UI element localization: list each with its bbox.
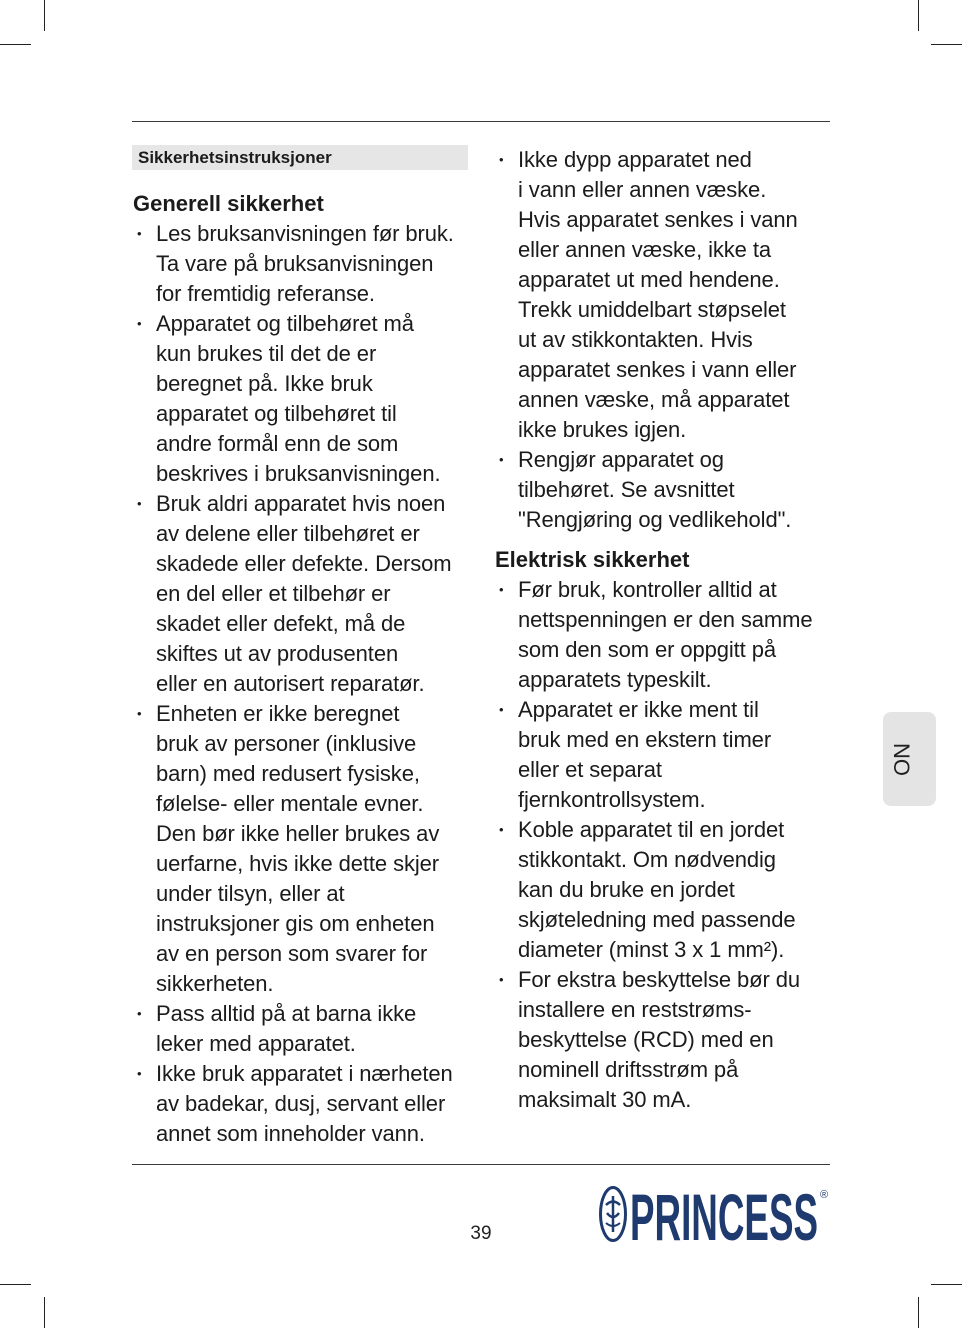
bullet-line: apparatets typeskilt. <box>518 667 712 692</box>
bullet-line: Trekk umiddelbart støpselet <box>518 297 786 322</box>
bullet-line: eller et separat <box>518 757 662 782</box>
bullet-line: apparatet senkes i vann eller <box>518 357 797 382</box>
bullet-line: Hvis apparatet senkes i vann <box>518 207 798 232</box>
bullet-line: Les bruksanvisningen før bruk. <box>156 221 454 246</box>
bullet-line: Ta vare på bruksanvisningen <box>156 251 434 276</box>
bullet-line: For ekstra beskyttelse bør du <box>518 967 800 992</box>
bullet-line: Før bruk, kontroller alltid at <box>518 577 777 602</box>
bullet-marker: • <box>137 706 142 721</box>
bullet-item <box>132 309 468 489</box>
bullet-line: beskyttelse (RCD) med en <box>518 1027 774 1052</box>
bullet-marker: • <box>137 316 142 331</box>
bullet-line: under tilsyn, eller at <box>156 881 345 906</box>
bullet-line: for fremtidig referanse. <box>156 281 375 306</box>
bullet-item <box>132 219 468 309</box>
bullet-line: Ikke dypp apparatet ned <box>518 147 752 172</box>
logo-wordmark: PRINCESS <box>630 1183 818 1245</box>
top-rule <box>132 121 830 122</box>
page-number: 39 <box>470 1223 492 1244</box>
bullet-line: av en person som svarer for <box>156 941 428 966</box>
bullet-line: eller annen væske, ikke ta <box>518 237 771 262</box>
general-safety-list-continued <box>494 145 830 535</box>
bullet-line: Koble apparatet til en jordet <box>518 817 785 842</box>
bullet-line: i vann eller annen væske. <box>518 177 767 202</box>
crop-mark-bottom-left-vertical <box>44 1297 45 1328</box>
bullet-line: en del eller et tilbehør er <box>156 581 391 606</box>
bullet-line: skadet eller defekt, må de <box>156 611 406 636</box>
princess-crest-icon <box>601 1188 626 1241</box>
bullet-line: beregnet på. Ikke bruk <box>156 371 373 396</box>
bullet-item <box>132 699 468 999</box>
electrical-safety-list <box>494 575 830 1115</box>
bullet-item <box>494 575 830 695</box>
bullet-line: apparatet og tilbehøret til <box>156 401 397 426</box>
bullet-line: Den bør ikke heller brukes av <box>156 821 440 846</box>
bullet-marker: • <box>499 582 504 597</box>
bullet-line: stikkontakt. Om nødvendig <box>518 847 776 872</box>
bullet-line: maksimalt 30 mA. <box>518 1087 692 1112</box>
bottom-rule <box>132 1164 830 1165</box>
bullet-line: beskrives i bruksanvisningen. <box>156 461 441 486</box>
bullet-line: kan du bruke en jordet <box>518 877 735 902</box>
bullet-marker: • <box>137 496 142 511</box>
bullet-item <box>494 965 830 1115</box>
bullet-line: installere en reststrøms- <box>518 997 752 1022</box>
bullet-line: skadede eller defekte. Dersom <box>156 551 452 576</box>
bullet-line: av delene eller tilbehøret er <box>156 521 420 546</box>
bullet-item <box>132 489 468 699</box>
bullet-line: som den som er oppgitt på <box>518 637 776 662</box>
bullet-marker: • <box>137 1066 142 1081</box>
bullet-line: skjøteledning med passende <box>518 907 796 932</box>
bullet-line: sikkerheten. <box>156 971 274 996</box>
bullet-line: ikke brukes igjen. <box>518 417 687 442</box>
bullet-marker: • <box>499 452 504 467</box>
bullet-line: skiftes ut av produsenten <box>156 641 399 666</box>
bullet-line: barn) med redusert fysiske, <box>156 761 420 786</box>
bullet-line: ut av stikkontakten. Hvis <box>518 327 753 352</box>
bullet-line: leker med apparatet. <box>156 1031 356 1056</box>
bullet-marker: • <box>137 1006 142 1021</box>
bullet-marker: • <box>499 152 504 167</box>
bullet-line: annen væske, må apparatet <box>518 387 790 412</box>
bullet-line: bruk av personer (inklusive <box>156 731 417 756</box>
bullet-line: Rengjør apparatet og <box>518 447 724 472</box>
bullet-line: apparatet ut med hendene. <box>518 267 780 292</box>
bullet-line: fjernkontrollsystem. <box>518 787 706 812</box>
crop-mark-top-right-vertical <box>918 0 919 31</box>
bullet-line: eller en autorisert reparatør. <box>156 671 425 696</box>
bullet-line: av badekar, dusj, servant eller <box>156 1091 446 1116</box>
right-column <box>494 145 830 1115</box>
crop-mark-top-left-vertical <box>44 0 45 31</box>
bullet-line: diameter (minst 3 x 1 mm²). <box>518 937 785 962</box>
bullet-marker: • <box>499 822 504 837</box>
crop-mark-top-right-horizontal <box>931 44 962 45</box>
bullet-line: Apparatet og tilbehøret må <box>156 311 414 336</box>
language-tab <box>883 712 936 806</box>
bullet-line: "Rengjøring og vedlikehold". <box>518 507 792 532</box>
bullet-line: annet som inneholder vann. <box>156 1121 425 1146</box>
bullet-line: instruksjoner gis om enheten <box>156 911 435 936</box>
bullet-line: Bruk aldri apparatet hvis noen <box>156 491 446 516</box>
bullet-marker: • <box>137 226 142 241</box>
bullet-marker: • <box>499 972 504 987</box>
language-tab-label: NO <box>889 742 914 776</box>
bullet-item <box>132 1059 468 1149</box>
bullet-item <box>494 695 830 815</box>
bullet-item <box>494 145 830 445</box>
bullet-line: Ikke bruk apparatet i nærheten <box>156 1061 453 1086</box>
bullet-line: uerfarne, hvis ikke dette skjer <box>156 851 440 876</box>
section-title: Sikkerhetsinstruksjoner <box>132 145 468 170</box>
bullet-line: nettspenningen er den samme <box>518 607 813 632</box>
bullet-item <box>494 445 830 535</box>
general-safety-list <box>132 219 468 1149</box>
bullet-line: Apparatet er ikke ment til <box>518 697 759 722</box>
bullet-line: bruk med en ekstern timer <box>518 727 772 752</box>
bullet-line: kun brukes til det de er <box>156 341 377 366</box>
bullet-line: Enheten er ikke beregnet <box>156 701 400 726</box>
electrical-safety-heading: Elektrisk sikkerhet <box>495 547 690 572</box>
general-safety-heading: Generell sikkerhet <box>133 191 324 216</box>
bullet-line: tilbehøret. Se avsnittet <box>518 477 735 502</box>
crop-mark-bottom-right-horizontal <box>931 1284 962 1285</box>
bullet-item <box>494 815 830 965</box>
registered-mark: ® <box>820 1189 829 1201</box>
crop-mark-bottom-right-vertical <box>918 1297 919 1328</box>
princess-logo <box>598 1183 832 1245</box>
crop-mark-bottom-left-horizontal <box>0 1284 31 1285</box>
bullet-line: Pass alltid på at barna ikke <box>156 1001 417 1026</box>
bullet-line: andre formål enn de som <box>156 431 399 456</box>
bullet-marker: • <box>499 702 504 717</box>
bullet-item <box>132 999 468 1059</box>
bullet-line: nominell driftsstrøm på <box>518 1057 739 1082</box>
left-column <box>132 189 468 1149</box>
bullet-line: følelse- eller mentale evner. <box>156 791 424 816</box>
crop-mark-top-left-horizontal <box>0 44 31 45</box>
